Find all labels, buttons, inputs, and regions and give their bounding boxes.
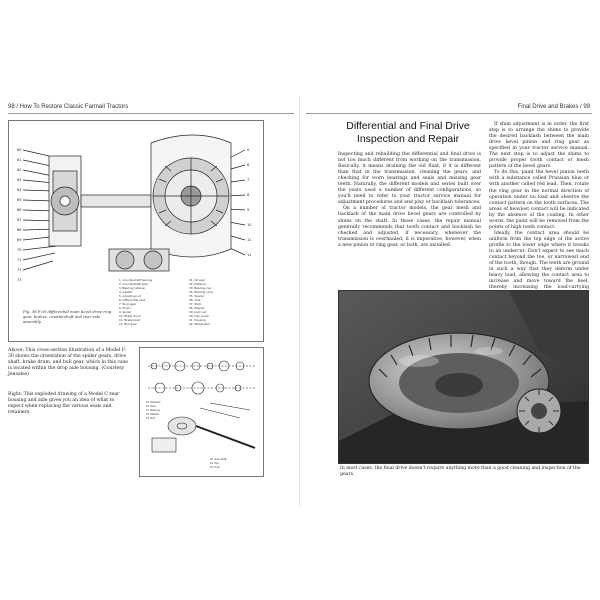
svg-text:38. Washer: 38. Washer <box>189 306 205 310</box>
svg-text:63: 63 <box>17 178 22 182</box>
svg-text:17. Bearing: 17. Bearing <box>146 409 160 412</box>
article-title-line1: Differential and Final Drive <box>346 120 470 132</box>
svg-text:16. Seal: 16. Seal <box>146 405 156 408</box>
photo-caption: In most cases, the final drive doesn't require anything more than a good cleaning and inspection of the gears. <box>340 466 581 478</box>
caption-above: Above: This cross-section illustration of a Model F-30 shows the orientation of the spider gears, drive shaft, brake drum, and bull gear, which in this case is located within the drop axle housing. (Courtesy Jensales) <box>8 348 128 378</box>
svg-text:1. Countershaft bearing: 1. Countershaft bearing <box>119 278 153 282</box>
svg-text:11. Brake band: 11. Brake band <box>119 318 141 322</box>
svg-text:64: 64 <box>17 188 22 192</box>
svg-text:5. Adjusting nut: 5. Adjusting nut <box>119 294 142 298</box>
svg-text:61: 61 <box>17 158 22 162</box>
article-title-line2: Inspection and Repair <box>356 133 460 145</box>
svg-text:71: 71 <box>17 258 22 262</box>
svg-text:70: 70 <box>17 248 22 252</box>
svg-text:5: 5 <box>247 148 250 152</box>
svg-text:62: 62 <box>17 168 22 172</box>
svg-text:73: 73 <box>17 278 22 282</box>
book-gutter <box>299 96 300 506</box>
svg-text:6: 6 <box>247 163 250 167</box>
svg-text:32. Retainer: 32. Retainer <box>189 282 207 286</box>
svg-text:4. Gasket: 4. Gasket <box>119 290 133 294</box>
svg-text:19. Nut: 19. Nut <box>146 417 155 420</box>
svg-text:18. Washer: 18. Washer <box>146 413 160 416</box>
svg-text:72: 72 <box>17 268 22 272</box>
svg-text:15. Retainer: 15. Retainer <box>146 401 161 404</box>
svg-text:42. Wheel stud: 42. Wheel stud <box>189 322 211 326</box>
svg-text:39. Lock nut: 39. Lock nut <box>189 310 207 314</box>
paragraph: To do this, paint the bevel pinion teeth with a substance called Prussian blue or with another called red lead. Then, rotate the ring gear in the normal direction of operation under no load and observe the contact pattern on the tooth surfaces. The areas of heaviest contact will be indicated by the absence of the coating. In other words, the paint will be removed from the points of high tooth contact. <box>489 170 589 230</box>
paragraph: Inspecting and rebuilding the differential and final drive is not too much different from working on the transmission. Basically, it means draining the old fluid, if it is different than that in the transmission, cleaning the gears, and checking for worn bearings and seals and missing gear teeth. Naturally, the different models and series built over the years used a number of different configurations, so you'll need to refer to your tractor service manual for adjustment procedures and end play or backlash tolerances. <box>338 152 481 206</box>
svg-text:34. Bearing cone: 34. Bearing cone <box>189 290 213 294</box>
cross-section-drawing-icon <box>9 121 263 341</box>
final-drive-photo <box>338 290 589 464</box>
svg-text:20. Axle shaft: 20. Axle shaft <box>210 458 227 461</box>
svg-text:35. Spacer: 35. Spacer <box>189 294 205 298</box>
svg-text:21. Key: 21. Key <box>210 462 219 465</box>
svg-text:9. Spider: 9. Spider <box>119 310 132 314</box>
svg-text:7: 7 <box>247 178 250 182</box>
svg-text:65: 65 <box>17 198 22 202</box>
caption-right: Right: This exploded drawing of a Model C rear housing and axle gives you an idea of what to expect when replacing the various seals and retainers. <box>8 392 120 416</box>
gear-photo-icon <box>339 291 588 463</box>
svg-text:8. Pinion: 8. Pinion <box>119 306 131 310</box>
svg-text:40. Cap screw: 40. Cap screw <box>189 314 209 318</box>
paragraph: On a number of tractor models, the gear mesh and backlash of the main drive bevel gears are controlled by shims on the shaft. In those cases, the repair manual generally recommends that tooth contact and backlash be checked and adjusted, if necessary, whenever the transmission is overhauled; it is imperative, however, when a new pinion or ring gear, or both, are installed. <box>338 206 481 248</box>
svg-text:31. Oil seal: 31. Oil seal <box>189 278 205 282</box>
svg-text:3. Bearing retainer: 3. Bearing retainer <box>119 286 146 290</box>
svg-text:60: 60 <box>17 148 22 152</box>
svg-text:9: 9 <box>247 208 250 212</box>
svg-text:2. Countershaft gear: 2. Countershaft gear <box>119 282 148 286</box>
left-page-header: 98 / How To Restore Classic Farmall Tractors <box>8 104 129 110</box>
svg-text:69: 69 <box>17 238 22 242</box>
svg-text:7. Ring gear: 7. Ring gear <box>119 302 137 306</box>
left-header-rule <box>8 113 294 114</box>
svg-text:11: 11 <box>247 238 252 242</box>
article-right-column <box>489 122 589 297</box>
article-left-column <box>338 152 481 249</box>
exploded-figure <box>139 347 264 477</box>
svg-text:68: 68 <box>17 228 22 232</box>
right-header-rule <box>306 113 592 114</box>
svg-text:22. Hub: 22. Hub <box>210 466 220 469</box>
svg-text:10: 10 <box>247 223 252 227</box>
svg-text:67: 67 <box>17 218 22 222</box>
paragraph: Ideally, the contact area should be uniform from the top edge of the active profile to the lower edge where it breaks to an undercut. Don't expect to see much contact beyond the toe, or narrowest end of the tooth, though. The teeth are ground in such a way that they deform under heavy load, allowing the contact area to increase and move toward the heel, thereby increasing the load-carrying <box>489 230 589 291</box>
svg-text:37. Shim: 37. Shim <box>189 302 202 306</box>
cross-section-figure <box>8 120 264 342</box>
svg-text:36. Axle: 36. Axle <box>189 298 201 302</box>
svg-text:8: 8 <box>247 193 250 197</box>
svg-text:41. Housing: 41. Housing <box>189 318 206 322</box>
svg-text:10. Brake drum: 10. Brake drum <box>119 314 141 318</box>
svg-text:66: 66 <box>17 208 22 212</box>
article-title <box>338 120 478 146</box>
svg-text:33. Bearing cup: 33. Bearing cup <box>189 286 212 290</box>
cross-section-inner-caption: Fig. 58 F-30 differential main bevel drive ring gear, brakes, countershaft and rear axle assembly. <box>23 309 112 324</box>
right-page-header: Final Drive and Brakes / 99 <box>517 104 590 110</box>
svg-text:6. Differential case: 6. Differential case <box>119 298 146 302</box>
paragraph: If shim adjustment is in order, the first step is to arrange the shims to provide the desired backlash between the main drive bevel pinion and ring gear as specified in your tractor service manual. The next step is to adjust the shims to provide proper tooth contact or mesh pattern of the bevel gears. <box>489 122 589 170</box>
svg-text:12: 12 <box>247 253 252 257</box>
svg-text:12. Bull gear: 12. Bull gear <box>119 322 137 326</box>
exploded-parts-drawing-icon <box>140 348 263 476</box>
